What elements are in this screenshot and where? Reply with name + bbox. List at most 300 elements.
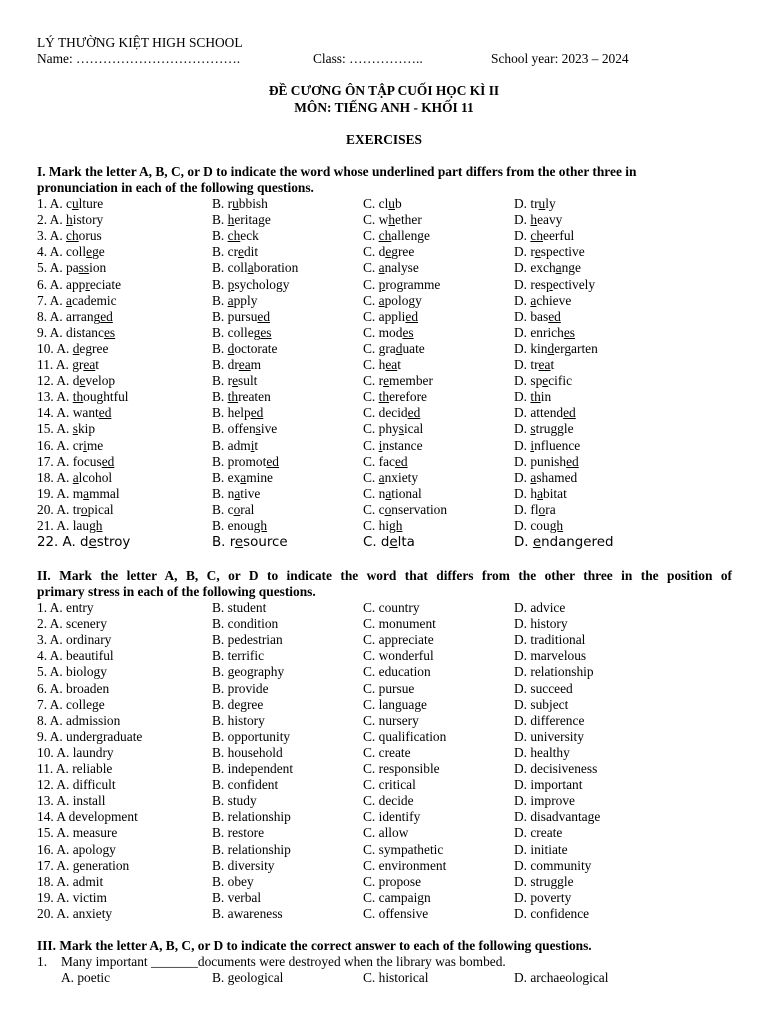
answer-option: B. obey [212,873,254,889]
answer-option: 4. A. college [37,244,105,260]
answer-option: 6. A. broaden [37,680,110,696]
answer-option: 4. A. beautiful [37,648,114,664]
underlined-part: a [378,292,385,308]
underlined-part: ed [566,453,579,469]
answer-option: D. ashamed [514,469,578,485]
underlined-part: a [378,260,385,276]
underlined-part: h [227,212,235,228]
answer-option: C. appreciate [363,632,434,648]
underlined-part: o [233,501,241,517]
answer-option: B. examine [212,469,273,485]
answer-option: B. restore [212,825,265,841]
underlined-part: a [530,292,537,308]
answer-option: B. geography [212,664,285,680]
underlined-part: ch [530,228,544,244]
answer-option: D. struggle [514,873,574,889]
answer-option: D. treat [514,357,555,372]
underlined-part: gh [89,518,103,533]
underlined-part: d [227,340,235,356]
answer-option: D. create [514,825,563,841]
answer-option: B. history [212,712,265,728]
answer-option: 13. A. thoughtful [37,389,129,405]
answer-option: D. poverty [514,889,572,905]
question-row [37,518,737,534]
underlined-part: d [395,340,403,356]
underlined-part: ed [100,308,113,324]
question-row [37,293,737,309]
answer-option: B. student [212,600,267,615]
answer-option: 16. A. apology [37,841,116,857]
section1-instruction: I. Mark the letter A, B, C, or D to indicate the word whose underlined part differs from the other three in pronunciation in each of the following questions. [37,164,637,195]
answer-option: B. psychology [212,276,290,292]
underlined-part: ch [378,228,392,244]
answer-option: 19. A. victim [37,889,107,905]
question-row [37,906,737,922]
underlined-part: ed [98,405,112,421]
underlined-part: ch [66,228,79,244]
answer-option: 17. A. generation [37,857,130,873]
answer-option: 9. A. distances [37,324,116,340]
answer-option: D. traditional [514,632,586,648]
question-row [37,341,737,357]
underlined-part: i [530,437,535,453]
underlined-part: s [72,421,78,437]
question-row [37,325,737,341]
underlined-part: e [534,244,541,260]
question-row [37,244,737,260]
answer-option: B. credit [212,244,259,260]
answer-option: D. cough [514,518,564,533]
question-row [37,373,737,389]
answer-option: B. check [212,228,259,244]
question-row [37,600,737,616]
answer-option: 2. A. history [37,212,104,228]
underlined-part: u [388,196,395,211]
answer-option: D. attended [514,405,576,421]
underlined-part: ed [250,405,264,421]
answer-option: D. succeed [514,680,573,696]
answer-option: D. enriches [514,324,575,340]
answer-option: C. offensive [363,905,429,921]
question-row [37,228,737,244]
question-row [37,809,737,825]
answer-option: D. achieve [514,292,572,308]
answer-option: 12. A. develop [37,373,116,389]
question-row [37,890,737,906]
underlined-part: o [384,501,392,517]
answer-option: C. analyse [363,260,419,276]
answer-option: B. doctorate [212,340,278,356]
answer-option: C. programme [363,276,441,292]
answer-option: B. colleges [212,324,272,340]
question-row [37,713,737,729]
underlined-part: ea [83,357,96,372]
underlined-part: a [66,292,72,308]
underlined-part: i [83,437,87,453]
answer-option: C. country [363,600,420,615]
underlined-part: a [234,485,241,501]
answer-option: C. decided [363,405,421,421]
underlined-part: h [66,212,73,228]
answer-option: C. national [363,485,422,501]
underlined-part: a [378,469,385,485]
answer-option: C. allow [363,825,409,841]
question-row [37,535,737,551]
answer-option: D. marvelous [514,648,587,664]
question-row [37,777,737,793]
answer-option: C. education [363,664,431,680]
answer-option: D. advice [514,600,566,615]
answer-option: D. community [514,857,592,873]
underlined-part: ea [538,357,551,372]
underlined-part: s [530,421,536,437]
underlined-part: a [83,485,90,501]
answer-option: C. wonderful [363,648,434,664]
underlined-part: p [545,276,553,292]
underlined-part: ed [548,308,561,324]
answer-option: C. remember [363,373,433,389]
answer-option: B. collaboration [212,260,299,276]
underlined-part: e [385,244,392,260]
answer-option: D. thin [514,389,552,405]
underlined-part: a [385,485,392,501]
underlined-part: i [378,437,383,453]
answer-option: B. opportunity [212,728,291,744]
answer-option: D. healthy [514,744,570,760]
answer-option: C. nursery [363,712,419,728]
answer-option: B. household [212,744,283,760]
answer-option: C. historical [363,970,429,985]
answer-option: B. provide [212,680,269,696]
question-row [37,502,737,518]
answer-option: A. poetic [61,970,111,985]
answer-option: 10. A. degree [37,340,109,356]
answer-option: D. archaeological [514,970,609,985]
underlined-part: d [72,340,80,356]
answer-option: D. important [514,777,583,793]
answer-option: B. independent [212,761,294,776]
answer-option: 14. A. wanted [37,405,112,421]
answer-option: B. awareness [212,905,283,921]
answer-option: 14. A development [37,809,138,825]
question-row [37,616,737,632]
question-row [37,874,737,890]
answer-option: 3. A. chorus [37,228,102,244]
answer-option: B. pursued [212,308,271,324]
answer-option: C. faced [363,453,408,469]
underlined-part: gh [549,518,564,533]
question-text: Many important _______documents were destroyed when the library was bombed. [61,954,506,969]
answer-option: C. campaign [363,889,431,905]
answer-option: B. threaten [212,389,271,405]
answer-option: B. enough [212,518,268,533]
answer-option: 12. A. difficult [37,777,116,793]
underlined-part: a [530,469,537,485]
underlined-part: e [542,373,549,389]
underlined-part: e [234,534,244,550]
answer-option: 8. A. admission [37,712,121,728]
underlined-part: e [86,244,93,260]
underlined-part: a [240,469,247,485]
doc-subtitle: MÔN: TIẾNG ANH - KHỐI 11 [294,100,474,115]
underlined-part: e [383,373,390,389]
answer-option: 10. A. laundry [37,744,114,760]
answer-option: C. modes [363,324,414,340]
underlined-part: ed [394,453,408,469]
answer-option: C. instance [363,437,423,453]
answer-option: D. initiate [514,841,568,857]
underlined-part: e [79,373,86,389]
answer-option: D. subject [514,696,569,712]
answer-option: B. condition [212,616,279,632]
answer-option: C. apology [363,292,422,308]
underlined-part: p [378,276,386,292]
question-row [37,470,737,486]
question-row [37,632,737,648]
underlined-part: ed [407,405,421,421]
question-row [37,421,737,437]
underlined-part: es [402,324,414,340]
answer-option: 1. A. entry [37,600,94,615]
answer-option: B. heritage [212,212,271,228]
answer-option: D. influence [514,437,581,453]
answer-option: C. language [363,696,427,712]
underlined-part: d [547,340,555,356]
answer-option: 19. A. mammal [37,485,120,501]
answer-option: 5. A. biology [37,664,107,680]
answer-option: B. dream [212,357,262,372]
underlined-part: a [227,292,234,308]
answer-option: D. truly [514,196,556,211]
question-row [37,729,737,745]
question-row [37,681,737,697]
answer-option: C. club [363,196,402,211]
answer-option: 1. A. culture [37,196,104,211]
underlined-part: e [232,373,239,389]
doc-title: ĐỀ CƯƠNG ÔN TẬP CUỐI HỌC KÌ II [268,83,500,98]
answer-option: D. relationship [514,664,594,680]
question-row [37,842,737,858]
answer-option: C. degree [363,244,415,260]
underlined-part: th [378,389,390,405]
answer-option: D. disadvantage [514,809,601,825]
header-fields-row [37,51,737,67]
answer-option: B. confident [212,777,279,793]
answer-option: D. history [514,616,568,632]
answer-option: D. punished [514,453,579,469]
question-row [37,196,737,212]
answer-option: C. whether [363,212,422,228]
underlined-part: th [72,389,84,405]
answer-option: 20. A. tropical [37,501,114,517]
underlined-part: e [389,534,398,550]
question-row [37,357,737,373]
underlined-part: e [532,534,542,550]
answer-option: B. admit [212,437,259,453]
school-name: LÝ THƯỜNG KIỆT HIGH SCHOOL [37,35,243,50]
question-row [37,309,737,325]
underlined-part: ch [227,228,241,244]
question-row [37,745,737,761]
answer-option: 6. A. appreciate [37,276,122,292]
underlined-part: a [537,485,544,501]
answer-option: C. applied [363,308,419,324]
answer-option: B. degree [212,696,264,712]
class-field: Class: …………….. [313,51,423,66]
answer-option: B. helped [212,405,264,421]
answer-option: B. apply [212,292,258,308]
underlined-part: u [538,196,546,211]
answer-option: D. habitat [514,485,567,501]
answer-option: C. challenge [363,228,430,244]
answer-option: 15. A. measure [37,825,118,841]
underlined-part: u [71,196,79,211]
answer-option: B. diversity [212,857,275,873]
underlined-part: ea [385,357,398,372]
answer-option: C. heat [363,357,401,372]
answer-option: B. terrific [212,648,265,664]
question-row [37,454,737,470]
answer-option: 8. A. arranged [37,308,113,324]
underlined-part: i [250,437,255,453]
question-row [37,648,737,664]
underlined-part: h [530,212,538,228]
question-row [37,438,737,454]
answer-option: B. study [212,793,257,809]
answer-option: 7. A. college [37,696,105,712]
underlined-part: th [530,389,541,405]
underlined-part: ea [238,357,251,372]
answer-option: D. respectively [514,276,596,292]
answer-option: B. coral [212,501,255,517]
underlined-part: h [388,212,396,228]
answer-option: C. qualification [363,728,447,744]
exercises-heading: EXERCISES [346,132,422,147]
answer-option: C. therefore [363,389,427,405]
answer-option: D. flora [514,501,556,517]
underlined-part: es [563,324,575,340]
underlined-part: a [247,260,254,276]
answer-option: 18. A. alcohol [37,469,113,485]
underlined-part: ed [266,453,279,469]
section3-instruction: III. Mark the letter A, B, C, or D to indicate the correct answer to each of the following questions. [37,938,592,953]
answer-option: B. resource [212,534,288,550]
answer-option: 21. A. laugh [37,518,103,533]
answer-option: D. cheerful [514,228,575,244]
underlined-part: ed [257,308,271,324]
underlined-part: a [555,260,562,276]
answer-option: 18. A. admit [37,873,104,889]
answer-option: D. difference [514,712,585,728]
answer-option: B. promoted [212,453,279,469]
underlined-part: p [227,276,235,292]
answer-option: B. relationship [212,841,291,857]
answer-option: D. specific [514,373,573,389]
answer-option: 9. A. undergraduate [37,728,143,744]
answer-option: C. decide [363,793,414,809]
answer-option: B. verbal [212,889,262,905]
answer-option: D. decisiveness [514,761,598,776]
school-year: School year: 2023 – 2024 [491,51,629,66]
answer-option: 15. A. skip [37,421,96,437]
underlined-part: r [85,276,90,292]
underlined-part: es [103,324,116,340]
question-row [37,858,737,874]
answer-option: D. struggle [514,421,574,437]
answer-option: 11. A. great [37,357,99,372]
answer-option: 22. A. destroy [37,534,131,550]
answer-option: D. endangered [514,534,614,550]
section2-instruction: II. Mark the letter A, B, C, or D to indicate the word that differs from the other three in the position of primary stress in each of the following questions. [37,568,732,599]
question-row [37,277,737,293]
answer-option: B. pedestrian [212,632,283,648]
answer-option: D. confidence [514,905,590,921]
answer-option: C. conservation [363,501,448,517]
answer-option: C. graduate [363,340,425,356]
answer-option: C. critical [363,777,416,793]
underlined-part: ss [78,260,90,276]
underlined-part: s [255,421,261,437]
underlined-part: s [398,421,404,437]
answer-option: 2. A. scenery [37,616,107,632]
answer-option: 17. A. focused [37,453,115,469]
question-stem [37,954,737,970]
answer-option: D. exchange [514,260,581,276]
answer-option: D. kindergarten [514,340,598,356]
answer-option: C. physical [363,421,424,437]
answer-option: D. based [514,308,561,324]
answer-option: C. delta [363,534,415,550]
answer-option: 7. A. academic [37,292,117,308]
answer-option: B. relationship [212,809,291,825]
underlined-part: gh [389,518,403,533]
question-row [37,697,737,713]
answer-option: D. improve [514,793,575,809]
underlined-part: o [80,501,88,517]
answer-option: C. high [363,518,403,533]
answer-option: D. university [514,728,584,744]
underlined-part: ed [405,308,419,324]
underlined-part: e [88,534,97,550]
question-row [37,793,737,809]
question-row [37,664,737,680]
answer-option: 16. A. crime [37,437,104,453]
answer-option: C. pursue [363,680,415,696]
answer-option: D. heavy [514,212,563,228]
answer-option: B. native [212,485,261,501]
underlined-part: es [260,324,272,340]
answer-option: 20. A. anxiety [37,905,113,921]
answer-option: B. rubbish [212,196,268,211]
underlined-part: u [232,196,239,211]
answer-option: 13. A. install [37,793,106,809]
underlined-part: a [72,469,79,485]
underlined-part: ed [101,453,115,469]
answer-option: C. sympathetic [363,841,444,857]
answer-option: 3. A. ordinary [37,632,112,648]
question-row [37,761,737,777]
answer-option: C. anxiety [363,469,419,485]
underlined-part: th [227,389,239,405]
answer-option: B. offensive [212,421,278,437]
answer-option: D. respective [514,244,585,260]
question-row [37,825,737,841]
question-row [37,212,737,228]
answer-option: B. result [212,373,258,389]
answer-option: 5. A. passion [37,260,107,276]
underlined-part: e [238,244,244,260]
underlined-part: ed [563,405,576,421]
